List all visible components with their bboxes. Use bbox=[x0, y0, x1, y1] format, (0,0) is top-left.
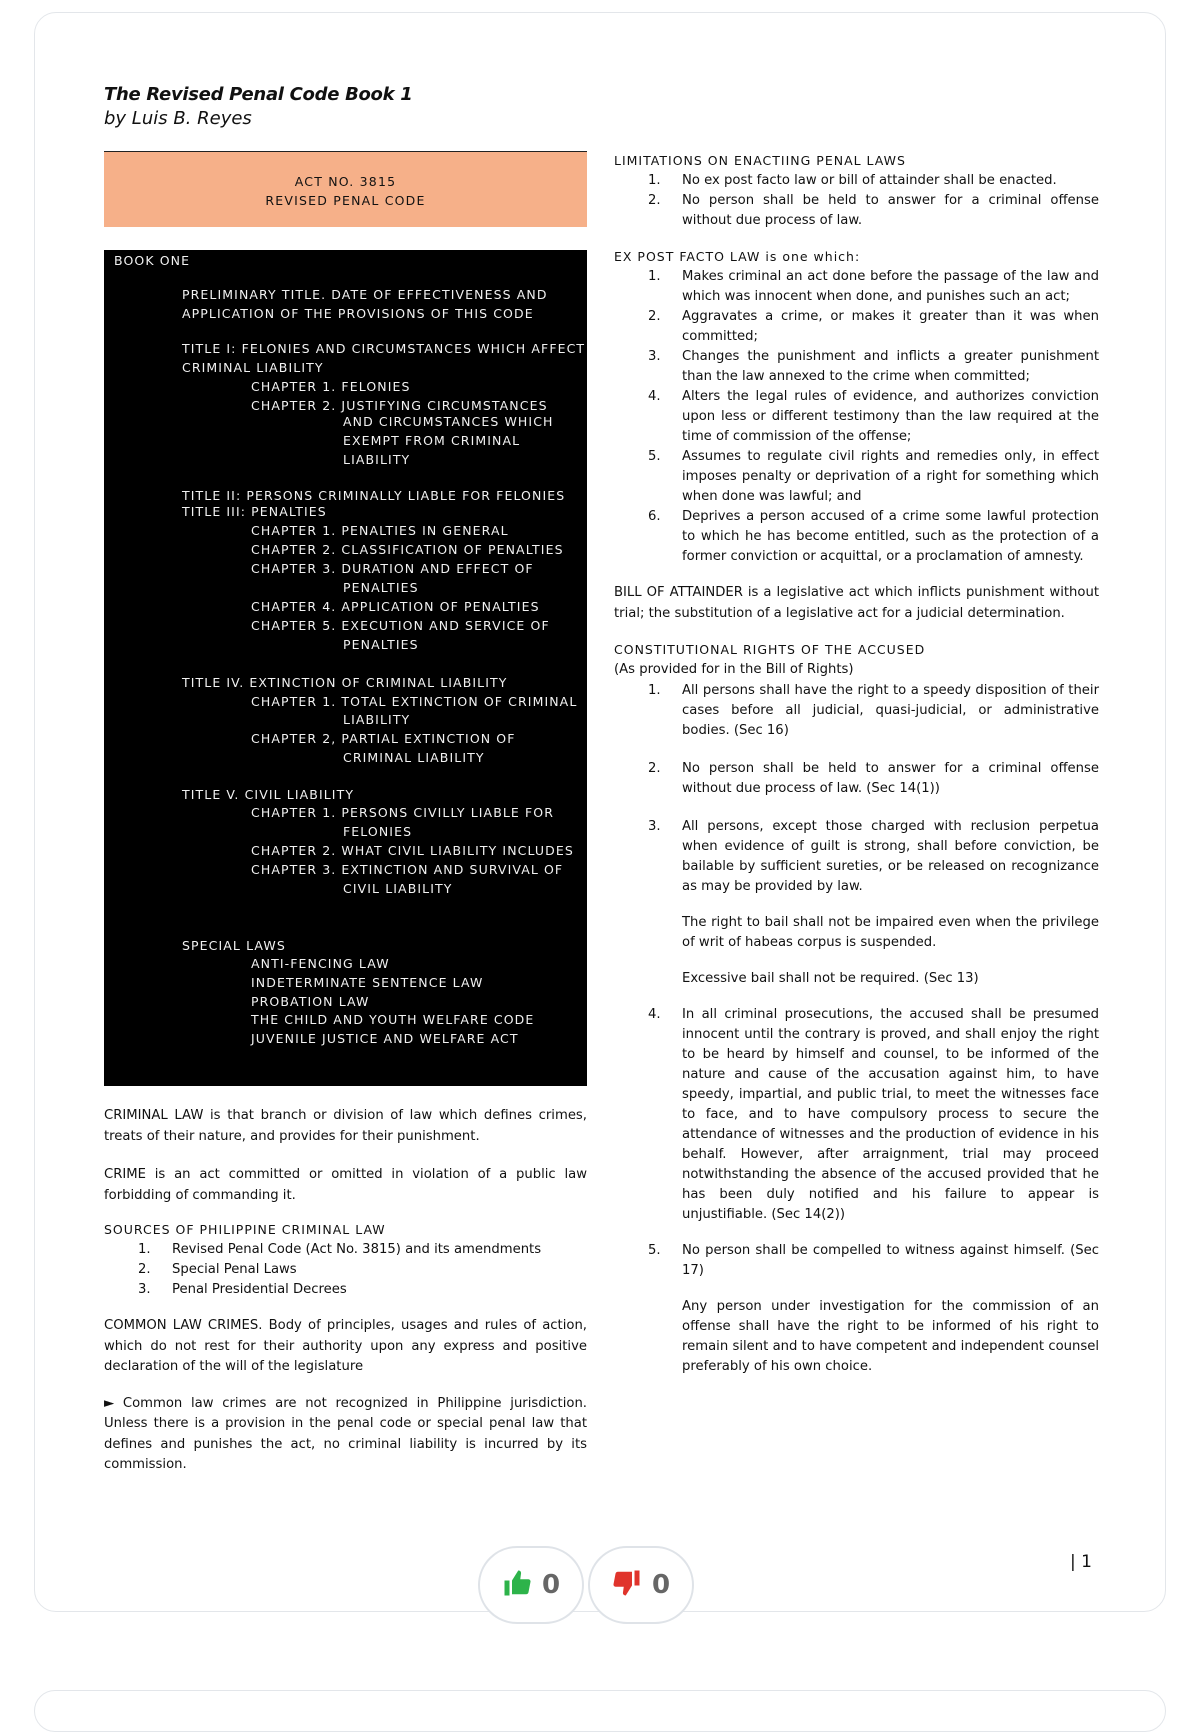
list-item: 3. All persons, except those charged with reclusion perpetua when evidence of guilt is strong, shall before conviction, be bailable by sufficient sureties, or be released on recognizance as may be provided by law. bbox=[648, 818, 1099, 894]
toc-line: CHAPTER 2, PARTIAL EXTINCTION OF bbox=[251, 731, 516, 746]
list-item: 4. Alters the legal rules of evidence, and authorizes conviction upon less or different testimony than the law required at the time of commission of the offense; bbox=[648, 389, 1099, 444]
criminal-law-definition: CRIMINAL LAW is that branch or division of law which defines crimes, treats of their nature, and provides for their punishment. bbox=[104, 1108, 587, 1144]
toc-line: CRIMINAL LIABILITY bbox=[182, 360, 324, 375]
upvote-button[interactable] bbox=[478, 1546, 584, 1624]
list-item: 1. No ex post facto law or bill of attainder shall be enacted. bbox=[648, 173, 1057, 188]
toc-line: PRELIMINARY TITLE. DATE OF EFFECTIVENESS AND bbox=[182, 287, 548, 302]
toc-line: CHAPTER 5. EXECUTION AND SERVICE OF bbox=[251, 618, 550, 633]
toc-line: PENALTIES bbox=[343, 580, 419, 595]
toc-line: TITLE III: PENALTIES bbox=[182, 504, 327, 519]
toc-line: JUVENILE JUSTICE AND WELFARE ACT bbox=[251, 1031, 519, 1046]
toc-line: THE CHILD AND YOUTH WELFARE CODE bbox=[251, 1012, 535, 1027]
next-card bbox=[34, 1690, 1166, 1732]
toc-line: APPLICATION OF THE PROVISIONS OF THIS CODE bbox=[182, 306, 534, 321]
toc-line: CHAPTER 1. PERSONS CIVILLY LIABLE FOR bbox=[251, 805, 555, 820]
table-of-contents bbox=[104, 250, 587, 1086]
document-author: by Luis B. Reyes bbox=[104, 108, 252, 129]
crime-definition: CRIME is an act committed or omitted in violation of a public law forbidding of commanding it. bbox=[104, 1167, 587, 1203]
list-item: 4. In all criminal prosecutions, the accused shall be presumed innocent until the contrary is proved, and shall enjoy the right to be heard by himself and counsel, to be informed of the nature and cause of the accusation against him, to have speedy, impartial, and public trial, to meet the witnesses face to face, and to have compulsory process to secure the attendance of witnesses and the production of evidence in his behalf. However, after arraignment, trial may proceed notwithstanding the absence of the accused provided that he has been duly notified and his failure to appear is unjustifiable. (Sec 14(2)) bbox=[648, 1006, 1099, 1222]
list-item: 1. Revised Penal Code (Act No. 3815) and its amendments bbox=[138, 1242, 542, 1257]
toc-line: CHAPTER 3. EXTINCTION AND SURVIVAL OF bbox=[251, 862, 564, 877]
downvote-count: 0 bbox=[651, 1570, 671, 1600]
rights-list bbox=[614, 681, 1099, 897]
list-item: 2. Special Penal Laws bbox=[138, 1262, 297, 1277]
list-item: 3. Changes the punishment and inflicts a greater punishment than the law annexed to the crime when committed; bbox=[648, 349, 1099, 384]
toc-line: LIABILITY bbox=[343, 712, 411, 727]
toc-line: PROBATION LAW bbox=[251, 994, 370, 1009]
list-item: 5. Assumes to regulate civil rights and remedies only, in effect imposes penalty or deprivation of a right for something which when done was lawful; and bbox=[648, 449, 1099, 504]
toc-line: TITLE V. CIVIL LIABILITY bbox=[182, 787, 355, 802]
limitations-heading: LIMITATIONS ON ENACTIING PENAL LAWS bbox=[614, 153, 906, 168]
toc-line: CHAPTER 1. FELONIES bbox=[251, 379, 411, 394]
page-number: | 1 bbox=[1070, 1552, 1092, 1572]
list-item: 2. No person shall be held to answer for a criminal offense without due process of law. bbox=[648, 193, 1099, 228]
toc-line: CHAPTER 3. DURATION AND EFFECT OF bbox=[251, 561, 534, 576]
toc-line: LIABILITY bbox=[343, 452, 411, 467]
act-name: REVISED PENAL CODE bbox=[265, 193, 426, 208]
toc-line: TITLE I: FELONIES AND CIRCUMSTANCES WHICH AFFECT bbox=[182, 341, 586, 356]
toc-line: BOOK ONE bbox=[114, 253, 191, 268]
toc-line: ANTI-FENCING LAW bbox=[251, 956, 390, 971]
rights-subheading: (As provided for in the Bill of Rights) bbox=[614, 662, 854, 677]
toc-line: FELONIES bbox=[343, 824, 413, 839]
toc-line: SPECIAL LAWS bbox=[182, 938, 286, 953]
bill-of-attainder: BILL OF ATTAINDER is a legislative act which inflicts punishment without trial; the substitution of a legislative act for a judicial determination. bbox=[614, 585, 1099, 621]
list-item: 2. Aggravates a crime, or makes it greater than it was when committed; bbox=[648, 309, 1099, 344]
toc-line: TITLE IV. EXTINCTION OF CRIMINAL LIABILITY bbox=[182, 675, 508, 690]
thumbs-down-icon bbox=[612, 1568, 642, 1602]
list-item: 1. Makes criminal an act done before the passage of the law and which was innocent when done, and punishes such an act; bbox=[648, 269, 1099, 304]
bail-note: The right to bail shall not be impaired even when the privilege of writ of habeas corpus is suspended. bbox=[682, 914, 1099, 950]
toc-line: INDETERMINATE SENTENCE LAW bbox=[251, 975, 484, 990]
downvote-button[interactable] bbox=[588, 1546, 694, 1624]
excessive-bail-note: Excessive bail shall not be required. (Sec 13) bbox=[682, 970, 979, 986]
right-column bbox=[614, 151, 1099, 1377]
thumbs-up-icon bbox=[502, 1568, 532, 1602]
upvote-count: 0 bbox=[541, 1570, 561, 1600]
ex-post-facto-heading: EX POST FACTO LAW is one which: bbox=[614, 249, 861, 264]
rights-list-continued bbox=[614, 1005, 1099, 1281]
toc-line: CHAPTER 1. TOTAL EXTINCTION OF CRIMINAL bbox=[251, 694, 578, 709]
limitations-list bbox=[614, 171, 1099, 231]
common-law-crimes: COMMON LAW CRIMES. Body of principles, usages and rules of action, which do not rest for their authority upon any express and positive declaration of the will of the legislature bbox=[104, 1318, 587, 1374]
rights-heading: CONSTITUTIONAL RIGHTS OF THE ACCUSED bbox=[614, 642, 926, 657]
toc-line: PENALTIES bbox=[343, 637, 419, 652]
toc-line: CIVIL LIABILITY bbox=[343, 881, 453, 896]
common-law-note: ► Common law crimes are not recognized in Philippine jurisdiction. Unless there is a provision in the penal code or special penal law that defines and punishes the act, no criminal liability is incurred by its commission. bbox=[104, 1395, 587, 1472]
list-item: 2. No person shall be held to answer for a criminal offense without due process of law. (Sec 14(1)) bbox=[648, 760, 1099, 796]
toc-line: CRIMINAL LIABILITY bbox=[343, 750, 485, 765]
toc-line: CHAPTER 1. PENALTIES IN GENERAL bbox=[251, 523, 509, 538]
right-to-counsel-note: Any person under investigation for the commission of an offense shall have the right to be informed of his right to remain silent and to have competent and independent counsel preferably of his own choice. bbox=[682, 1298, 1099, 1374]
list-item: 5. No person shall be compelled to witness against himself. (Sec 17) bbox=[648, 1242, 1099, 1278]
list-item: 1. All persons shall have the right to a speedy disposition of their cases before all judicial, quasi-judicial, or administrative bodies. (Sec 16) bbox=[648, 682, 1099, 738]
toc-line: CHAPTER 2. CLASSIFICATION OF PENALTIES bbox=[251, 542, 564, 557]
toc-line: CHAPTER 4. APPLICATION OF PENALTIES bbox=[251, 599, 540, 614]
toc-line: AND CIRCUMSTANCES WHICH bbox=[343, 414, 554, 429]
act-number: ACT NO. 3815 bbox=[294, 174, 397, 189]
toc-line: EXEMPT FROM CRIMINAL bbox=[343, 433, 521, 448]
left-column bbox=[104, 151, 587, 1476]
toc-line: TITLE II: PERSONS CRIMINALLY LIABLE FOR FELONIES bbox=[182, 488, 566, 503]
act-box bbox=[104, 151, 587, 227]
list-item: 3. Penal Presidential Decrees bbox=[138, 1282, 347, 1297]
sources-list bbox=[104, 1240, 587, 1300]
toc-line: CHAPTER 2. WHAT CIVIL LIABILITY INCLUDES bbox=[251, 843, 574, 858]
sources-heading: SOURCES OF PHILIPPINE CRIMINAL LAW bbox=[104, 1222, 386, 1237]
toc-line: CHAPTER 2. JUSTIFYING CIRCUMSTANCES bbox=[251, 398, 548, 413]
ex-post-facto-list bbox=[614, 267, 1099, 567]
list-item: 6. Deprives a person accused of a crime some lawful protection to which he has become entitled, such as the protection of a former conviction or acquittal, or a proclamation of amnesty. bbox=[648, 509, 1099, 564]
document-title: The Revised Penal Code Book 1 bbox=[104, 84, 413, 105]
